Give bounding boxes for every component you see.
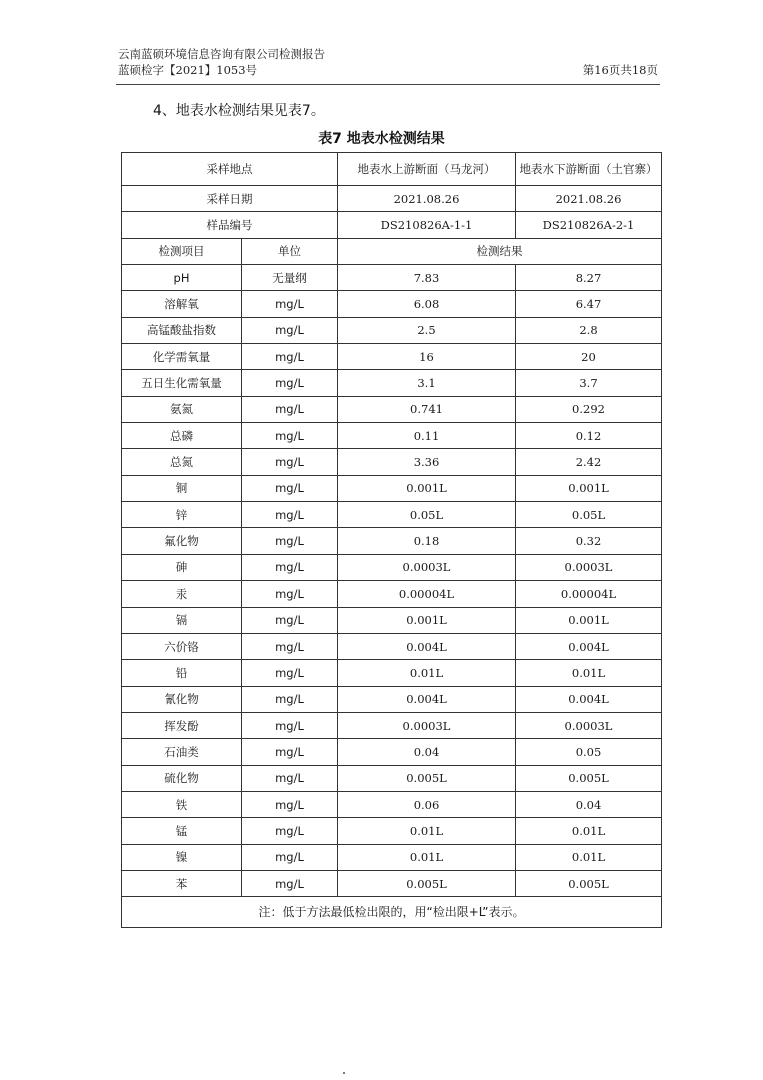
- cell-site-1-result: 0.01L: [338, 844, 516, 870]
- cell-site-1-result: 0.005L: [338, 870, 516, 896]
- cell-site-1-result: 0.18: [338, 528, 516, 554]
- cell-item: 石油类: [122, 739, 242, 765]
- cell-item: 铅: [122, 660, 242, 686]
- cell-item: 砷: [122, 554, 242, 580]
- cell-item: 五日生化需氧量: [122, 370, 242, 396]
- cell-unit: mg/L: [242, 502, 338, 528]
- table-row: [122, 712, 662, 738]
- cell-unit: mg/L: [242, 739, 338, 765]
- cell-item: 硫化物: [122, 765, 242, 791]
- cell-site-2-result: 0.0003L: [516, 554, 662, 580]
- cell-unit: mg/L: [242, 633, 338, 659]
- site-1-date: 2021.08.26: [338, 186, 516, 212]
- cell-item: 锌: [122, 502, 242, 528]
- cell-site-2-result: 0.004L: [516, 686, 662, 712]
- cell-item: 化学需氧量: [122, 344, 242, 370]
- cell-site-2-result: 0.0003L: [516, 712, 662, 738]
- cell-site-1-result: 0.005L: [338, 765, 516, 791]
- cell-item: 溶解氧: [122, 291, 242, 317]
- table-row: [122, 528, 662, 554]
- cell-item: 苯: [122, 870, 242, 896]
- cell-site-2-result: 0.292: [516, 396, 662, 422]
- cell-site-1-result: 0.04: [338, 739, 516, 765]
- cell-site-1-result: 0.05L: [338, 502, 516, 528]
- cell-unit: mg/L: [242, 554, 338, 580]
- table-row: [122, 265, 662, 291]
- sampling-site-row: [122, 153, 662, 186]
- cell-site-2-result: 0.04: [516, 791, 662, 817]
- cell-item: 铜: [122, 475, 242, 501]
- cell-unit: mg/L: [242, 765, 338, 791]
- table-caption: 表7 地表水检测结果: [318, 131, 445, 147]
- col-unit-header: 单位: [242, 238, 338, 264]
- section-title: 4、地表水检测结果见表7。: [153, 103, 325, 119]
- header-page-number: 第16页共18页: [582, 63, 658, 77]
- cell-site-2-result: 0.001L: [516, 475, 662, 501]
- results-table: [121, 152, 662, 928]
- cell-site-2-result: 8.27: [516, 265, 662, 291]
- cell-site-1-result: 3.1: [338, 370, 516, 396]
- cell-item: pH: [122, 265, 242, 291]
- table-row: [122, 344, 662, 370]
- cell-item: 高锰酸盐指数: [122, 317, 242, 343]
- table-row: [122, 844, 662, 870]
- cell-site-2-result: 2.42: [516, 449, 662, 475]
- cell-item: 汞: [122, 581, 242, 607]
- cell-site-1-result: 0.001L: [338, 607, 516, 633]
- cell-site-1-result: 3.36: [338, 449, 516, 475]
- header-company: 云南蓝硕环境信息咨询有限公司检测报告: [118, 47, 325, 61]
- table-row: [122, 370, 662, 396]
- cell-unit: mg/L: [242, 449, 338, 475]
- cell-unit: mg/L: [242, 686, 338, 712]
- cell-site-1-result: 0.06: [338, 791, 516, 817]
- site-2-name: 地表水下游断面（土官寨）: [516, 153, 662, 186]
- cell-site-2-result: 0.05L: [516, 502, 662, 528]
- cell-site-1-result: 0.11: [338, 423, 516, 449]
- cell-unit: mg/L: [242, 528, 338, 554]
- cell-item: 氰化物: [122, 686, 242, 712]
- cell-site-2-result: 20: [516, 344, 662, 370]
- cell-unit: 无量纲: [242, 265, 338, 291]
- table-row: [122, 633, 662, 659]
- column-header-row: [122, 238, 662, 264]
- table-row: [122, 818, 662, 844]
- scan-speck: [343, 1072, 345, 1074]
- cell-site-2-result: 0.12: [516, 423, 662, 449]
- cell-unit: mg/L: [242, 475, 338, 501]
- cell-unit: mg/L: [242, 607, 338, 633]
- cell-site-2-result: 0.005L: [516, 870, 662, 896]
- cell-site-2-result: 2.8: [516, 317, 662, 343]
- cell-site-1-result: 0.0003L: [338, 554, 516, 580]
- cell-unit: mg/L: [242, 291, 338, 317]
- cell-site-2-result: 0.05: [516, 739, 662, 765]
- table-note: 注：低于方法最低检出限的，用“检出限+L”表示。: [122, 897, 662, 928]
- table-row: [122, 581, 662, 607]
- cell-item: 氨氮: [122, 396, 242, 422]
- cell-site-2-result: 0.32: [516, 528, 662, 554]
- cell-unit: mg/L: [242, 712, 338, 738]
- cell-unit: mg/L: [242, 870, 338, 896]
- cell-item: 铁: [122, 791, 242, 817]
- page-header: [118, 46, 658, 78]
- sampling-date-label: 采样日期: [122, 186, 338, 212]
- cell-site-1-result: 0.01L: [338, 660, 516, 686]
- cell-site-2-result: 0.005L: [516, 765, 662, 791]
- table-row: [122, 291, 662, 317]
- table-row: [122, 660, 662, 686]
- cell-unit: mg/L: [242, 344, 338, 370]
- cell-site-2-result: 0.01L: [516, 844, 662, 870]
- header-rule: [116, 84, 660, 85]
- cell-site-2-result: 6.47: [516, 291, 662, 317]
- cell-item: 总氮: [122, 449, 242, 475]
- cell-unit: mg/L: [242, 844, 338, 870]
- cell-item: 挥发酚: [122, 712, 242, 738]
- table-row: [122, 317, 662, 343]
- sampling-site-label: 采样地点: [122, 153, 338, 186]
- cell-site-2-result: 0.01L: [516, 818, 662, 844]
- cell-site-1-result: 0.004L: [338, 633, 516, 659]
- cell-unit: mg/L: [242, 660, 338, 686]
- cell-site-1-result: 0.004L: [338, 686, 516, 712]
- cell-site-2-result: 0.01L: [516, 660, 662, 686]
- table-row: [122, 475, 662, 501]
- table-row: [122, 607, 662, 633]
- cell-site-1-result: 7.83: [338, 265, 516, 291]
- cell-item: 镉: [122, 607, 242, 633]
- sample-number-label: 样品编号: [122, 212, 338, 238]
- table-row: [122, 423, 662, 449]
- site-2-date: 2021.08.26: [516, 186, 662, 212]
- cell-site-1-result: 16: [338, 344, 516, 370]
- col-result-header: 检测结果: [338, 238, 662, 264]
- sampling-date-row: [122, 186, 662, 212]
- site-1-name: 地表水上游断面（马龙河）: [338, 153, 516, 186]
- site-2-sample-number: DS210826A-2-1: [516, 212, 662, 238]
- table-row: [122, 686, 662, 712]
- sample-number-row: [122, 212, 662, 238]
- cell-unit: mg/L: [242, 791, 338, 817]
- cell-site-1-result: 2.5: [338, 317, 516, 343]
- table-row: [122, 791, 662, 817]
- cell-site-1-result: 6.08: [338, 291, 516, 317]
- table-row: [122, 502, 662, 528]
- site-1-sample-number: DS210826A-1-1: [338, 212, 516, 238]
- cell-unit: mg/L: [242, 317, 338, 343]
- cell-unit: mg/L: [242, 818, 338, 844]
- cell-site-2-result: 3.7: [516, 370, 662, 396]
- header-report-number: 蓝硕检字【2021】1053号: [118, 63, 258, 77]
- cell-item: 六价铬: [122, 633, 242, 659]
- cell-site-1-result: 0.00004L: [338, 581, 516, 607]
- cell-item: 镍: [122, 844, 242, 870]
- table-row: [122, 554, 662, 580]
- cell-site-2-result: 0.004L: [516, 633, 662, 659]
- table-row: [122, 449, 662, 475]
- cell-unit: mg/L: [242, 423, 338, 449]
- cell-site-2-result: 0.00004L: [516, 581, 662, 607]
- table-row: [122, 739, 662, 765]
- cell-site-2-result: 0.001L: [516, 607, 662, 633]
- table-note-row: [122, 897, 662, 928]
- cell-unit: mg/L: [242, 396, 338, 422]
- cell-site-1-result: 0.01L: [338, 818, 516, 844]
- col-item-header: 检测项目: [122, 238, 242, 264]
- cell-site-1-result: 0.741: [338, 396, 516, 422]
- cell-item: 锰: [122, 818, 242, 844]
- cell-unit: mg/L: [242, 370, 338, 396]
- table-row: [122, 765, 662, 791]
- cell-item: 氟化物: [122, 528, 242, 554]
- table-row: [122, 396, 662, 422]
- cell-site-1-result: 0.001L: [338, 475, 516, 501]
- table-row: [122, 870, 662, 896]
- cell-site-1-result: 0.0003L: [338, 712, 516, 738]
- cell-unit: mg/L: [242, 581, 338, 607]
- cell-item: 总磷: [122, 423, 242, 449]
